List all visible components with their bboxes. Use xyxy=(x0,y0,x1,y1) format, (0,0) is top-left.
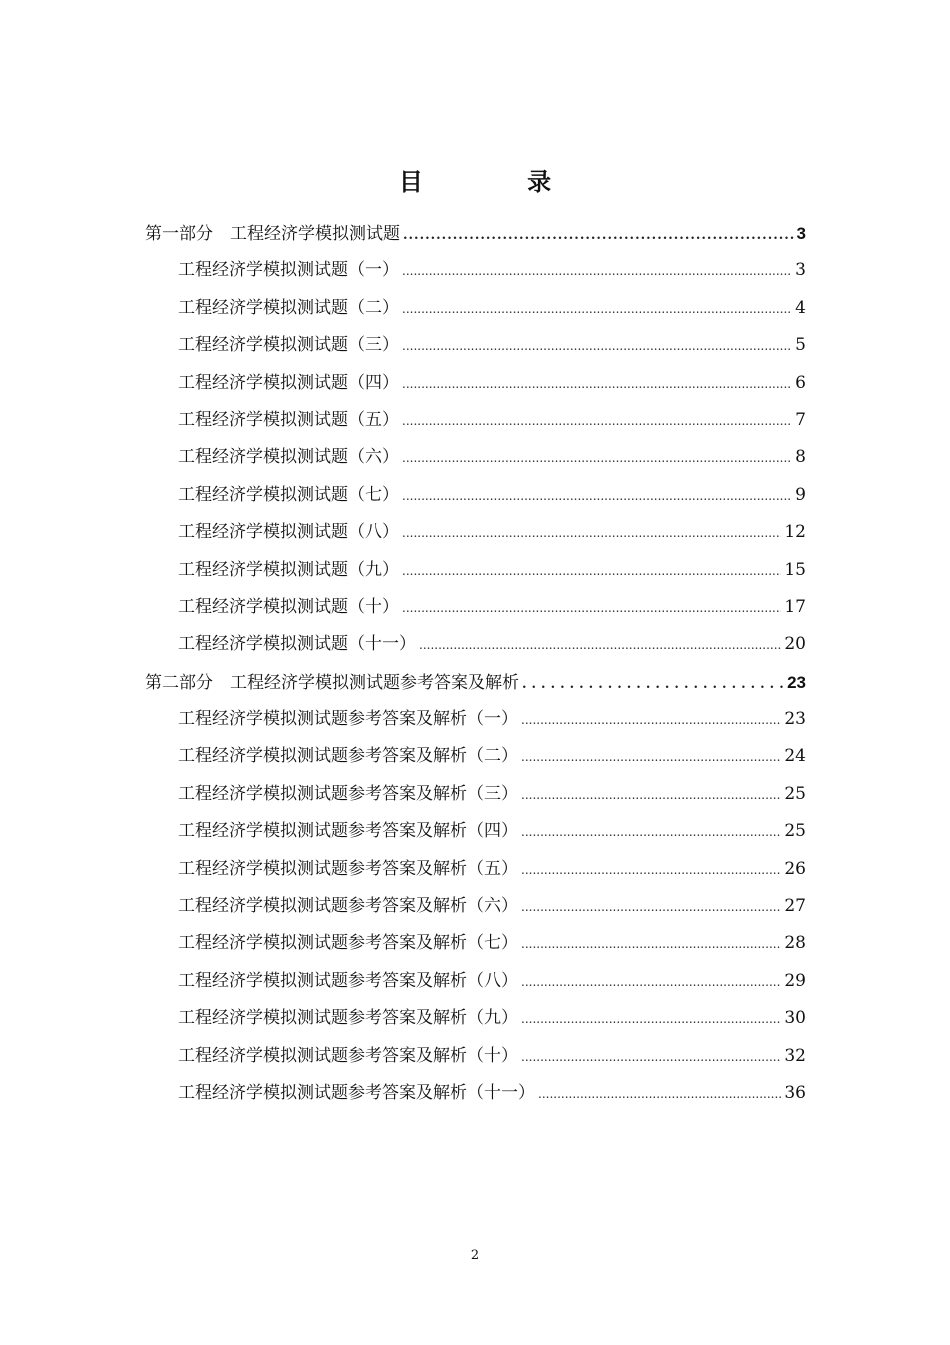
toc-entry[interactable] xyxy=(145,477,806,514)
toc-entry[interactable] xyxy=(145,813,806,850)
toc-dot-leader xyxy=(402,553,781,590)
toc-dot-leader xyxy=(402,253,792,290)
toc-entry-label: 工程经济学模拟测试题参考答案及解析（三） xyxy=(178,783,518,804)
toc-entry[interactable] xyxy=(145,963,806,1000)
toc-dot-leader xyxy=(521,852,781,889)
toc-dot-leader xyxy=(538,1076,781,1113)
table-of-contents xyxy=(145,215,806,1112)
toc-entry[interactable] xyxy=(145,252,806,289)
toc-entry[interactable] xyxy=(145,552,806,589)
toc-entry-page: 9 xyxy=(795,484,806,505)
toc-entry-page: 17 xyxy=(784,596,806,617)
toc-dot-leader xyxy=(402,478,792,515)
toc-entry-label: 工程经济学模拟测试题参考答案及解析（八） xyxy=(178,970,518,991)
toc-dot-leader xyxy=(402,328,792,365)
toc-entry-label: 工程经济学模拟测试题参考答案及解析（一） xyxy=(178,709,518,730)
toc-entry-page: 4 xyxy=(795,297,806,318)
toc-dot-leader xyxy=(521,814,781,851)
toc-dot-leader xyxy=(402,440,792,477)
toc-dot-leader xyxy=(402,515,781,552)
toc-entry-page: 8 xyxy=(795,447,806,468)
toc-dot-leader xyxy=(521,889,781,926)
toc-dot-leader xyxy=(521,702,781,739)
toc-entry[interactable] xyxy=(145,514,806,551)
toc-entry-label: 工程经济学模拟测试题参考答案及解析（六） xyxy=(178,896,518,917)
toc-entry[interactable] xyxy=(145,327,806,364)
toc-entry-page: 28 xyxy=(784,933,806,954)
toc-entry-label: 工程经济学模拟测试题（五） xyxy=(178,409,399,430)
toc-entry-label: 工程经济学模拟测试题（四） xyxy=(178,372,399,393)
toc-dot-leader xyxy=(521,964,781,1001)
toc-dot-leader xyxy=(403,217,794,254)
toc-entry-page: 3 xyxy=(796,224,806,243)
toc-dot-leader xyxy=(521,777,781,814)
toc-entry-page: 32 xyxy=(784,1045,806,1066)
page-number: 2 xyxy=(470,1248,480,1263)
toc-dot-leader xyxy=(521,1039,781,1076)
toc-dot-leader xyxy=(402,590,781,627)
page-title: 目 录 xyxy=(398,168,600,197)
toc-entry-page: 23 xyxy=(787,672,806,692)
toc-entry[interactable] xyxy=(145,925,806,962)
toc-entry-label: 工程经济学模拟测试题（九） xyxy=(178,559,399,580)
toc-entry-page: 3 xyxy=(795,260,806,281)
toc-entry-label: 工程经济学模拟测试题（一） xyxy=(178,260,399,281)
toc-entry-page: 25 xyxy=(784,783,806,804)
toc-entry-page: 5 xyxy=(795,335,806,356)
toc-entry-page: 30 xyxy=(784,1008,806,1029)
toc-dot-leader xyxy=(522,666,784,703)
toc-dot-leader xyxy=(402,403,792,440)
toc-entry-label: 工程经济学模拟测试题参考答案及解析（十） xyxy=(178,1045,518,1066)
toc-entry[interactable] xyxy=(145,701,806,738)
toc-entry-page: 24 xyxy=(784,746,806,767)
toc-entry[interactable] xyxy=(145,290,806,327)
toc-entry-page: 12 xyxy=(784,522,806,543)
toc-entry-page: 25 xyxy=(784,821,806,842)
toc-entry-label: 工程经济学模拟测试题参考答案及解析（四） xyxy=(178,821,518,842)
toc-entry-label: 工程经济学模拟测试题参考答案及解析（九） xyxy=(178,1008,518,1029)
toc-dot-leader xyxy=(419,627,781,664)
toc-entry-page: 29 xyxy=(784,970,806,991)
toc-entry[interactable] xyxy=(145,439,806,476)
toc-entry-label: 工程经济学模拟测试题（八） xyxy=(178,522,399,543)
toc-dot-leader xyxy=(521,926,781,963)
toc-entry-part-1[interactable] xyxy=(145,215,806,252)
toc-entry-label: 工程经济学模拟测试题（七） xyxy=(178,484,399,505)
toc-entry-label: 工程经济学模拟测试题参考答案及解析（二） xyxy=(178,746,518,767)
toc-entry-label: 工程经济学模拟测试题参考答案及解析（五） xyxy=(178,858,518,879)
toc-entry-page: 6 xyxy=(795,372,806,393)
toc-entry-page: 7 xyxy=(795,409,806,430)
toc-entry-label: 工程经济学模拟测试题（二） xyxy=(178,297,399,318)
toc-entry-label: 第二部分 工程经济学模拟测试题参考答案及解析 xyxy=(145,672,519,693)
toc-entry-label: 工程经济学模拟测试题参考答案及解析（七） xyxy=(178,933,518,954)
toc-entry[interactable] xyxy=(145,1000,806,1037)
toc-dot-leader xyxy=(402,366,792,403)
toc-entry-label: 工程经济学模拟测试题（十） xyxy=(178,596,399,617)
toc-entry[interactable] xyxy=(145,626,806,663)
toc-entry-page: 23 xyxy=(784,709,806,730)
toc-entry[interactable] xyxy=(145,402,806,439)
toc-entry[interactable] xyxy=(145,888,806,925)
toc-entry[interactable] xyxy=(145,851,806,888)
toc-entry[interactable] xyxy=(145,365,806,402)
toc-entry-page: 36 xyxy=(784,1082,806,1103)
toc-entry-part-2[interactable] xyxy=(145,664,806,701)
toc-entry-page: 27 xyxy=(784,896,806,917)
toc-entry-label: 工程经济学模拟测试题（六） xyxy=(178,447,399,468)
toc-entry-label: 第一部分 工程经济学模拟测试题 xyxy=(145,224,400,244)
toc-entry-page: 26 xyxy=(784,858,806,879)
toc-dot-leader xyxy=(521,1001,781,1038)
toc-entry[interactable] xyxy=(145,1038,806,1075)
toc-entry-label: 工程经济学模拟测试题（十一） xyxy=(178,634,416,655)
toc-entry-label: 工程经济学模拟测试题（三） xyxy=(178,335,399,356)
toc-entry-page: 20 xyxy=(784,634,806,655)
toc-entry[interactable] xyxy=(145,1075,806,1112)
toc-dot-leader xyxy=(402,291,792,328)
toc-entry[interactable] xyxy=(145,589,806,626)
toc-entry[interactable] xyxy=(145,776,806,813)
toc-entry-label: 工程经济学模拟测试题参考答案及解析（十一） xyxy=(178,1082,535,1103)
toc-entry[interactable] xyxy=(145,738,806,775)
toc-entry-page: 15 xyxy=(784,559,806,580)
toc-dot-leader xyxy=(521,739,781,776)
